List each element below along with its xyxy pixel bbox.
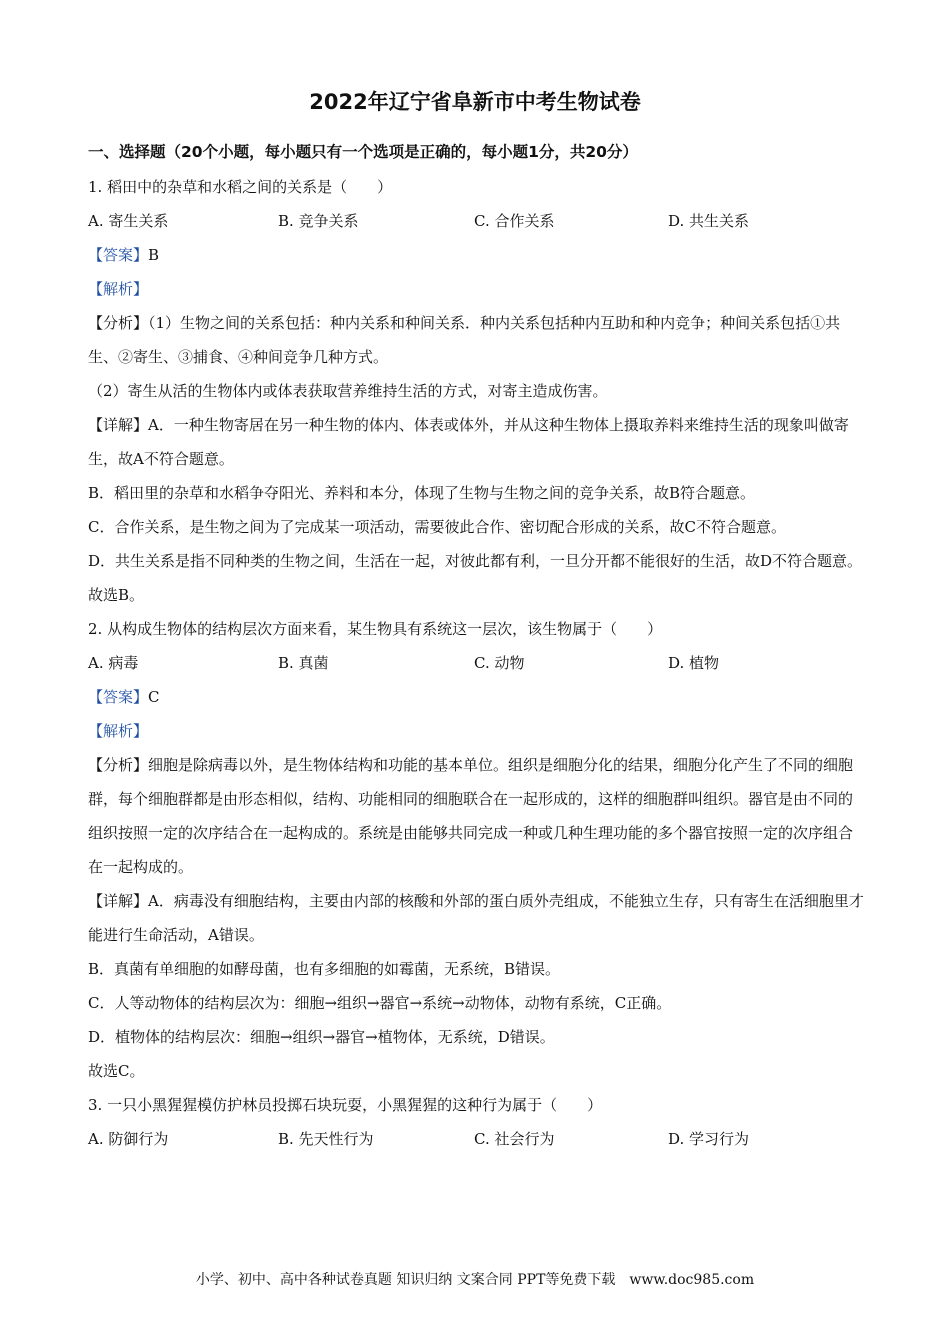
question-3-option-c: C. 社会行为 bbox=[474, 1130, 555, 1148]
question-2-stem: 2. 从构成生物体的结构层次方面来看，某生物具有系统这一层次，该生物属于（ ） bbox=[88, 620, 663, 638]
question-3-option-a: A. 防御行为 bbox=[88, 1130, 169, 1148]
question-1-xiangjie-c: C．合作关系，是生物之间为了完成某一项活动，需要彼此合作、密切配合形成的关系，故C不符合题意。 bbox=[88, 518, 786, 536]
question-2-analysis-tag: 【解析】 bbox=[88, 722, 149, 740]
question-2-xiangjie-b: B．真菌有单细胞的如酵母菌，也有多细胞的如霉菌，无系统，B错误。 bbox=[88, 960, 561, 978]
page-title: 2022年辽宁省阜新市中考生物试卷 bbox=[309, 90, 641, 114]
question-1-option-b: B. 竞争关系 bbox=[278, 212, 359, 230]
answer-tag: 【答案】 bbox=[88, 246, 149, 264]
question-1-stem: 1. 稻田中的杂草和水稻之间的关系是（ ） bbox=[88, 178, 393, 196]
question-2-conclusion: 故选C。 bbox=[88, 1062, 145, 1080]
question-1-analysis-tag: 【解析】 bbox=[88, 280, 149, 298]
question-2-option-b: B. 真菌 bbox=[278, 654, 329, 672]
question-1-fenxi-1: 【分析】（1）生物之间的关系包括：种内关系和种间关系．种内关系包括种内互助和种内竞争；种间关系包括①共生、②寄生、③捕食、④种间竞争几种方式。 bbox=[88, 314, 841, 366]
question-1-answer bbox=[88, 242, 866, 276]
question-1-fenxi-2: （2）寄生从活的生物体内或体表获取营养维持生活的方式，对寄主造成伤害。 bbox=[88, 382, 608, 400]
question-1-xiangjie-a: 【详解】A．一种生物寄居在另一种生物的体内、体表或体外，并从这种生物体上摄取养料来维持生活的现象叫做寄生，故A不符合题意。 bbox=[88, 416, 849, 468]
question-2-option-a: A. 病毒 bbox=[88, 654, 139, 672]
question-2-option-c: C. 动物 bbox=[474, 654, 525, 672]
question-1-option-c: C. 合作关系 bbox=[474, 212, 555, 230]
question-1-conclusion: 故选B。 bbox=[88, 586, 145, 604]
answer-value: C bbox=[148, 688, 160, 706]
question-1-option-d: D. 共生关系 bbox=[668, 212, 750, 230]
question-3-options bbox=[88, 1126, 866, 1160]
question-3-option-b: B. 先天性行为 bbox=[278, 1130, 374, 1148]
question-1-xiangjie-b: B．稻田里的杂草和水稻争夺阳光、养料和本分，体现了生物与生物之间的竞争关系，故B符合题意。 bbox=[88, 484, 756, 502]
answer-value: B bbox=[148, 246, 160, 264]
question-2-options bbox=[88, 650, 866, 684]
question-2-xiangjie-c: C．人等动物体的结构层次为：细胞→组织→器官→系统→动物体，动物有系统，C正确。 bbox=[88, 994, 672, 1012]
question-2-xiangjie-a: 【详解】A．病毒没有细胞结构，主要由内部的核酸和外部的蛋白质外壳组成，不能独立生存，只有寄生在活细胞里才能进行生命活动，A错误。 bbox=[88, 892, 864, 944]
question-1-option-a: A. 寄生关系 bbox=[88, 212, 169, 230]
question-2-option-d: D. 植物 bbox=[668, 654, 720, 672]
section-heading: 一、选择题（20个小题，每小题只有一个选项是正确的，每小题1分，共20分） bbox=[88, 143, 638, 161]
answer-tag: 【答案】 bbox=[88, 688, 149, 706]
question-2-answer bbox=[88, 684, 866, 718]
question-2-xiangjie-d: D．植物体的结构层次：细胞→组织→器官→植物体，无系统，D错误。 bbox=[88, 1028, 555, 1046]
question-1-xiangjie-d: D．共生关系是指不同种类的生物之间，生活在一起，对彼此都有利，一旦分开都不能很好的生活，故D不符合题意。 bbox=[88, 552, 863, 570]
question-3-stem: 3. 一只小黑猩猩模仿护林员投掷石块玩耍，小黑猩猩的这种行为属于（ ） bbox=[88, 1096, 603, 1114]
content bbox=[88, 174, 866, 1160]
question-2-fenxi: 【分析】细胞是除病毒以外，是生物体结构和功能的基本单位。组织是细胞分化的结果，细胞分化产生了不同的细胞群，每个细胞群都是由形态相似，结构、功能相同的细胞联合在一起形成的，这样的细胞群叫组织。器官是由不同的组织按照一定的次序结合在一起构成的。系统是由能够共同完成一种或几种生理功能的多个器官按照一定的次序组合在一起构成的。 bbox=[88, 756, 854, 876]
footer-banner: 小学、初中、高中各种试卷真题 知识归纳 文案合同 PPT等免费下载 www.doc985.com bbox=[195, 1272, 755, 1288]
question-1-options bbox=[88, 208, 866, 242]
question-3-option-d: D. 学习行为 bbox=[668, 1130, 750, 1148]
